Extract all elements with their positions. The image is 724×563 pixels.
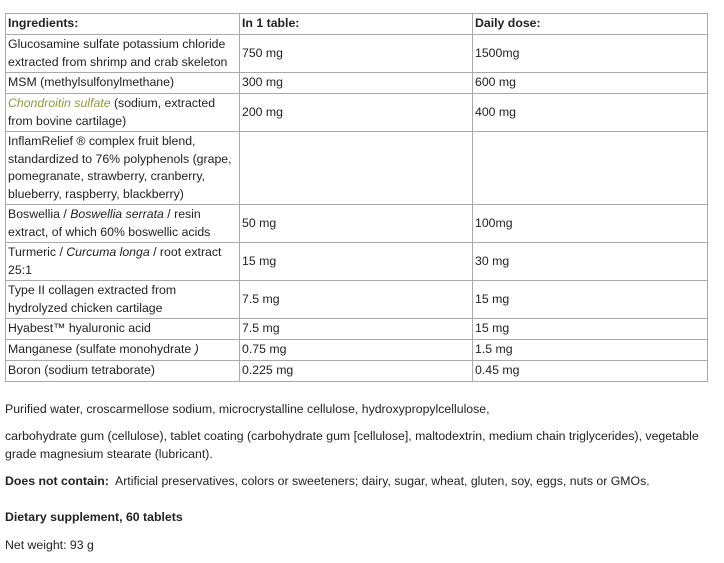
supplement-type: Dietary supplement, 60 tablets — [5, 510, 183, 524]
table-row — [6, 243, 708, 281]
ingredient-name — [6, 340, 240, 361]
header-ingredients: Ingredients: — [6, 14, 240, 35]
per-tablet-amount: 0.225 mg — [240, 361, 473, 382]
daily-dose-amount: 600 mg — [473, 73, 708, 94]
header-per-tablet: In 1 table: — [240, 14, 473, 35]
table-row — [6, 281, 708, 319]
daily-dose-amount: 30 mg — [473, 243, 708, 281]
ingredient-name: Boron (sodium tetraborate) — [6, 361, 240, 382]
ingredient-name: MSM (methylsulfonylmethane) — [6, 73, 240, 94]
ingredient-name — [6, 94, 240, 132]
header-daily-dose: Daily dose: — [473, 14, 708, 35]
ingredient-latin-name: Curcuma longa — [66, 245, 150, 259]
ingredient-name-part: Manganese (sulfate monohydrate — [8, 342, 195, 357]
table-row — [6, 361, 708, 382]
table-row — [6, 319, 708, 340]
ingredient-name: Hyabest™ hyaluronic acid — [6, 319, 240, 340]
per-tablet-amount: 7.5 mg — [240, 319, 473, 340]
ingredient-name: InflamRelief ® complex fruit blend, standardized to 76% polyphenols (grape, pomegranate, strawberry, cranberry, blueberry, raspberry, blackberry) — [6, 132, 240, 205]
table-row — [6, 94, 708, 132]
per-tablet-amount: 15 mg — [240, 243, 473, 281]
daily-dose-amount: 100mg — [473, 205, 708, 243]
per-tablet-amount: 50 mg — [240, 205, 473, 243]
does-not-contain-label: Does not contain: — [5, 474, 109, 488]
other-ingredients-line2: carbohydrate gum (cellulose), tablet coating (carbohydrate gum [cellulose], maltodextrin, medium chain triglycerides), vegetable grade magnesium stearate (lubricant). — [5, 429, 699, 461]
ingredient-name-part: Turmeric / — [8, 245, 67, 259]
per-tablet-amount: 750 mg — [240, 35, 473, 73]
per-tablet-amount — [240, 132, 473, 205]
table-row — [6, 340, 708, 361]
daily-dose-amount: 0.45 mg — [473, 361, 708, 382]
ingredient-name — [6, 243, 240, 281]
per-tablet-amount: 0.75 mg — [240, 340, 473, 361]
ingredient-latin-name: Boswellia serrata — [70, 207, 164, 221]
ingredient-name-part: Boswellia / — [8, 207, 71, 221]
ingredient-name: Type II collagen extracted from hydrolyzed chicken cartilage — [6, 281, 240, 319]
daily-dose-amount: 400 mg — [473, 94, 708, 132]
does-not-contain-text: Artificial preservatives, colors or sweeteners; dairy, sugar, wheat, gluten, soy, eggs, nuts or GMOs. — [108, 474, 650, 488]
per-tablet-amount: 300 mg — [240, 73, 473, 94]
table-row — [6, 132, 708, 205]
per-tablet-amount: 200 mg — [240, 94, 473, 132]
table-row — [6, 205, 708, 243]
per-tablet-amount: 7.5 mg — [240, 281, 473, 319]
ingredient-name-part: / root extract 25:1 — [8, 245, 222, 277]
ingredient-name-part: / resin extract, of which 60% boswellic acids — [8, 207, 211, 239]
table-header-row — [6, 14, 708, 35]
ingredient-name-link[interactable]: Chondroitin sulfate — [8, 96, 111, 110]
daily-dose-amount — [473, 132, 708, 205]
daily-dose-amount: 1.5 mg — [473, 340, 708, 361]
ingredient-name: Glucosamine sulfate potassium chloride extracted from shrimp and crab skeleton — [6, 35, 240, 73]
table-row — [6, 35, 708, 73]
table-row — [6, 73, 708, 94]
ingredients-table — [5, 13, 708, 382]
net-weight: Net weight: 93 g — [5, 538, 94, 552]
daily-dose-amount: 15 mg — [473, 281, 708, 319]
does-not-contain — [5, 472, 715, 490]
other-ingredients-line1: Purified water, croscarmellose sodium, microcrystalline cellulose, hydroxypropylcellulose, — [5, 402, 490, 416]
ingredient-name — [6, 205, 240, 243]
ingredient-name-part: ) — [194, 342, 199, 357]
daily-dose-amount: 15 mg — [473, 319, 708, 340]
ingredient-name-rest: (sodium, extracted from bovine cartilage) — [8, 96, 216, 128]
daily-dose-amount: 1500mg — [473, 35, 708, 73]
